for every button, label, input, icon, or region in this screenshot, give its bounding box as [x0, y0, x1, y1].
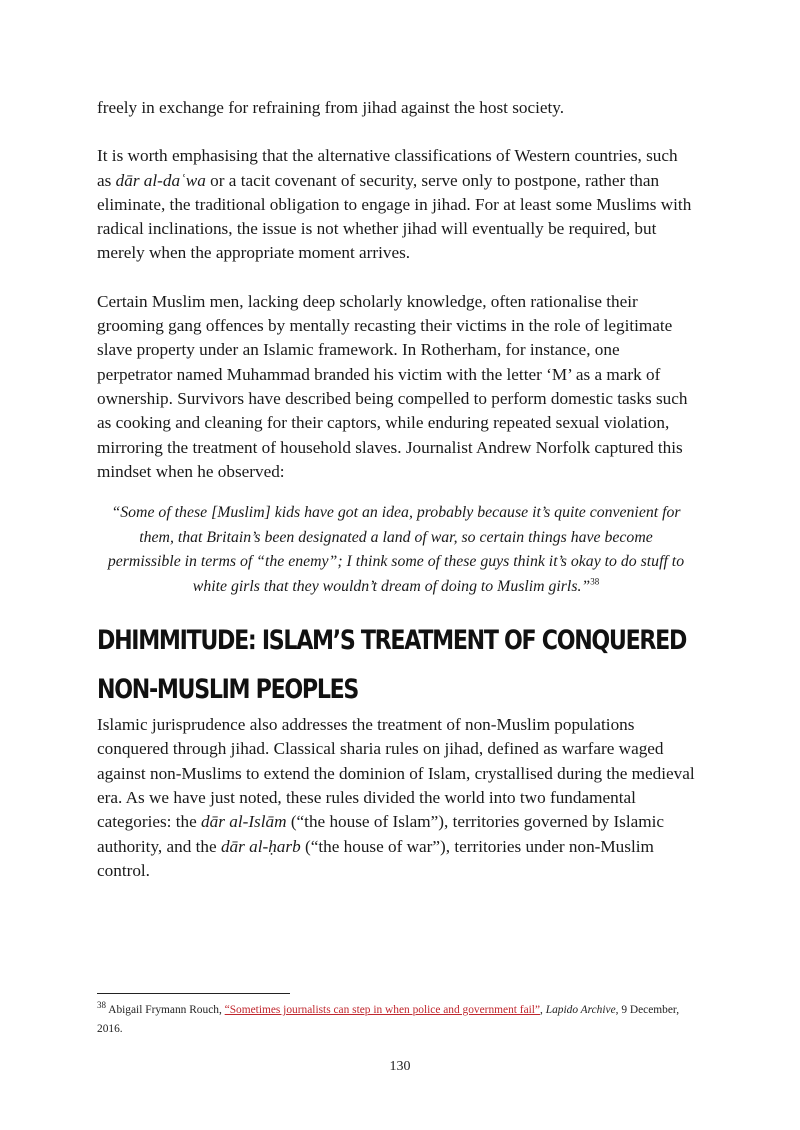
footnote-author: Abigail Frymann Rouch,	[106, 1004, 225, 1016]
footnote-date: , 9 December, 2016.	[97, 1004, 680, 1035]
block-quote	[97, 501, 695, 599]
paragraph-text: It is worth emphasising that the alternative classifications of Western countries, such as	[97, 146, 678, 190]
paragraph-classifications	[97, 144, 695, 265]
heading-line-1: DHIMMITUDE: ISLAM’S TREATMENT OF CONQUERED	[97, 625, 687, 657]
paragraph-text: (“the house of Islam”), territories governed by Islamic authority, and the	[97, 812, 665, 856]
footnote	[97, 1001, 697, 1038]
footnote-separator: ,	[540, 1004, 546, 1016]
paragraph-intro	[97, 96, 695, 120]
paragraph-text: Certain Muslim men, lacking deep scholarly knowledge, often rationalise their grooming gang offences by mentally recasting their victims in the role of legitimate slave property under an Islamic framework. In Rotherham, for instance, one perpetrator named Muhammad branded his victim with the letter ‘M’ as a mark of ownership. Survivors have described being compelled to perform domestic tasks such as cooking and cleaning for their captors, while enduring repeated sexual violation, mirroring the treatment of household slaves. Journalist Andrew Norfolk captured this mindset when he observed:	[97, 291, 688, 481]
heading-line-2: NON-MUSLIM PEOPLES	[97, 674, 359, 706]
footnote-link[interactable]: “Sometimes journalists can step in when police and government fail”	[224, 1004, 541, 1016]
italic-term: dār al-Islām	[201, 812, 287, 832]
paragraph-text: (“the house of war”), territories under non-Muslim control.	[97, 836, 654, 880]
footnote-source: Lapido Archive	[545, 1004, 616, 1016]
section-heading	[97, 615, 695, 716]
page-number: 130	[389, 1059, 411, 1074]
italic-term: dār al-daʿwa	[115, 170, 206, 190]
paragraph-text: freely in exchange for refraining from jihad against the host society.	[97, 98, 565, 117]
italic-term: dār al-ḥarb	[220, 836, 301, 856]
footnote-divider	[97, 993, 290, 994]
paragraph-text: Islamic jurisprudence also addresses the treatment of non-Muslim populations conquered through jihad. Classical sharia rules on jihad, defined as warfare waged against non-Muslims to extend the dominion of Islam, crystallised during the medieval era. As we have just noted, these rules divided the world into two fundamental categories: the	[97, 715, 695, 832]
footnote-number: 38	[97, 1000, 106, 1011]
footnote-reference[interactable]: 38	[590, 576, 600, 587]
paragraph-jurisprudence	[97, 713, 695, 883]
paragraph-text: or a tacit covenant of security, serve only to postpone, rather than eliminate, the traditional obligation to engage in jihad. For at least some Muslims with radical inclinations, the issue is not whether jihad will eventually be required, but merely when the appropriate moment arrives.	[97, 170, 692, 263]
quote-text: “Some of these [Muslim] kids have got an idea, probably because it’s quite convenient for them, that Britain’s been designated a land of war, so certain things have become permissible in terms of “the enemy”; I think some of these guys think it’s okay to do stuff to white girls that they wouldn’t dream of doing to Muslim girls.”	[107, 504, 685, 595]
paragraph-grooming	[97, 290, 695, 484]
page-body	[97, 96, 695, 907]
